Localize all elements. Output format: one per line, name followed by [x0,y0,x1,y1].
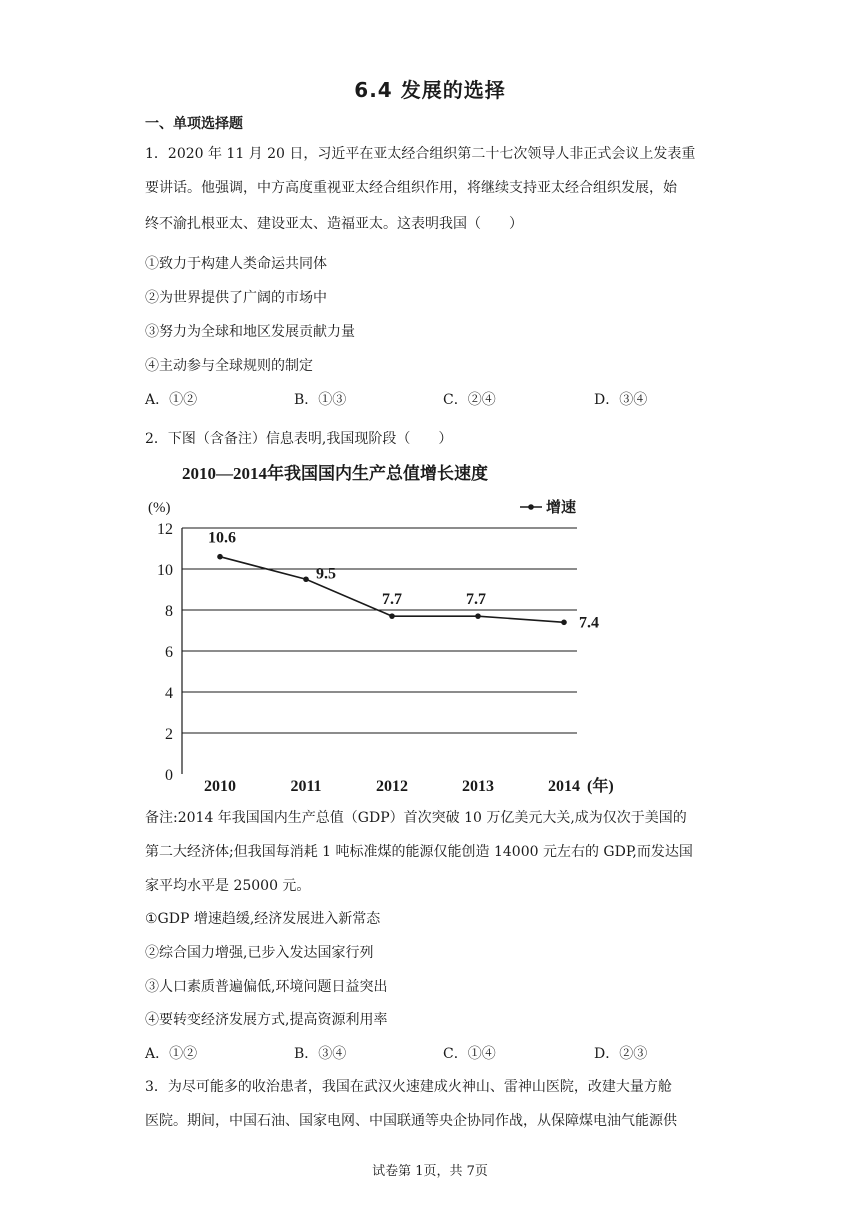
x-tick-label: 2013 [462,778,494,795]
y-tick-label: 12 [157,521,173,538]
q3-stem-line-2: 医院。期间，中国石油、国家电网、中国联通等央企协同作战，从保障煤电油气能源供 [145,1113,677,1129]
data-label: 7.7 [382,591,402,609]
q1-option-b[interactable]: B．①③ [294,392,347,408]
page-title: 6.4 发展的选择 [354,78,506,102]
q2-item-4: ④要转变经济发展方式,提高资源利用率 [145,1012,388,1028]
y-tick-label: 8 [165,603,173,620]
chart-title: 2010—2014年我国国内生产总值增长速度 [182,464,488,483]
data-point [561,620,567,626]
x-tick-label: 2011 [290,778,322,795]
q1-stem-line-1: 1．2020 年 11 月 20 日，习近平在亚太经合组织第二十七次领导人非正式会议上发表重 [145,146,696,162]
q2-option-c[interactable]: C．①④ [443,1046,496,1062]
chart-y-axis-label: (%) [148,500,171,516]
q2-option-d[interactable]: D．②③ [594,1046,648,1062]
x-tick-label: 2014 [548,778,580,795]
q1-stem-line-2: 要讲话。他强调，中方高度重视亚太经合组织作用，将继续支持亚太经合组织发展，始 [145,180,677,196]
q1-option-c[interactable]: C．②④ [443,392,496,408]
data-label: 7.4 [579,614,599,632]
data-point [389,613,395,619]
q2-note-line-3: 家平均水平是 25000 元。 [145,878,311,894]
data-point [303,576,309,582]
q1-option-d[interactable]: D．③④ [594,392,648,408]
q1-item-4: ④主动参与全球规则的制定 [145,358,313,374]
data-label: 7.7 [466,591,486,609]
page-footer: 试卷第 1页，共 7页 [372,1164,488,1179]
gdp-growth-line-chart [140,455,614,800]
x-axis-label: (年) [587,778,614,795]
legend-dot-marker [528,504,534,510]
data-label: 9.5 [316,565,336,583]
q2-note-line-2: 第二大经济体;但我国每消耗 1 吨标准煤的能源仅能创造 14000 元左右的 GDP,而发达国 [145,844,693,860]
q2-option-b[interactable]: B．③④ [294,1046,347,1062]
q2-item-2: ②综合国力增强,已步入发达国家行列 [145,945,374,961]
q2-option-a[interactable]: A．①② [145,1046,198,1062]
series-line-增速 [220,557,564,623]
data-point [475,613,481,619]
y-tick-label: 4 [165,685,173,702]
q2-item-1: ①GDP 增速趋缓,经济发展进入新常态 [145,911,381,927]
data-point [217,554,223,560]
q1-item-3: ③努力为全球和地区发展贡献力量 [145,324,355,340]
legend-series-label: 增速 [546,500,577,516]
q1-item-2: ②为世界提供了广阔的市场中 [145,290,327,306]
data-label: 10.6 [208,529,236,547]
q2-item-3: ③人口素质普遍偏低,环境问题日益突出 [145,979,388,995]
q1-stem-line-3: 终不渝扎根亚太、建设亚太、造福亚太。这表明我国（ ） [145,216,523,232]
q1-option-a[interactable]: A．①② [145,392,198,408]
y-tick-label: 2 [165,726,173,743]
x-tick-label: 2010 [204,778,236,795]
y-tick-label: 0 [165,767,173,784]
y-tick-label: 10 [157,562,173,579]
chart-legend [520,498,576,516]
q3-stem-line-1: 3．为尽可能多的收治患者，我国在武汉火速建成火神山、雷神山医院，改建大量方舱 [145,1079,672,1095]
x-tick-label: 2012 [376,778,408,795]
y-tick-label: 6 [165,644,173,661]
q1-item-1: ①致力于构建人类命运共同体 [145,256,327,272]
q2-stem: 2．下图（含备注）信息表明,我国现阶段（ ） [145,431,453,447]
section-heading: 一、单项选择题 [145,116,243,132]
q2-note-line-1: 备注:2014 年我国国内生产总值（GDP）首次突破 10 万亿美元大关,成为仅次于美国的 [145,810,687,826]
